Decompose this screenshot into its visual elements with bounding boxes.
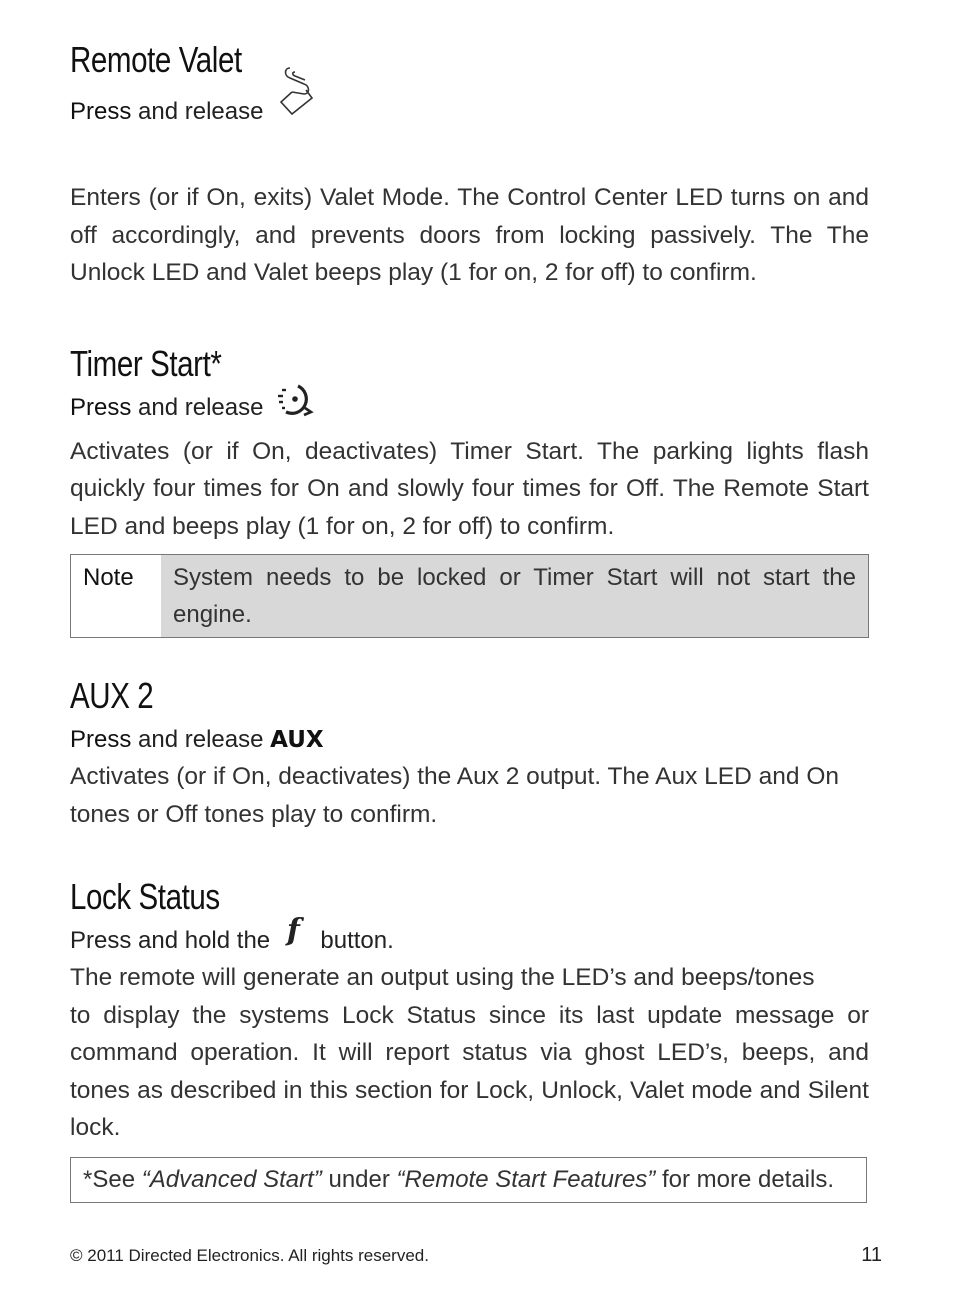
press-rest: and release — [131, 726, 271, 753]
note-box — [70, 554, 869, 638]
aux2-description: Activates (or if On, deactivates) the Aux 2 output. The Aux LED and On tones or Off tones play to confirm. — [70, 763, 839, 828]
aux2-section — [70, 674, 869, 833]
press-word: Press — [70, 393, 132, 421]
lock-status-title: Lock Status — [70, 876, 220, 917]
remote-valet-description: Enters (or if On, exits) Valet Mode. The Control Center LED turns on and off accordingly, and prevents doors from locking passively. The The Unlock LED and Valet beeps play (1 for on, 2 for off) to confirm. — [70, 184, 869, 286]
timer-start-description: Activates (or if On, deactivates) Timer Start. The parking lights flash quickly four times for On and slowly four times for Off. The Remote Start LED and beeps play (1 for on, 2 for off) to confirm. — [70, 437, 869, 540]
footnote-mid: under — [321, 1165, 397, 1193]
aux2-title: AUX 2 — [70, 675, 154, 716]
lock-status-description: to display the systems Lock Status since its last update message or command operation. It will report status via ghost LED’s, beeps, and tones as described in this section for Lock, Unlock, Valet mode and Silent lock. — [70, 1001, 869, 1141]
press-rest: and release — [131, 97, 264, 125]
note-text: System needs to be locked or Timer Start will not start the engine. — [161, 555, 868, 637]
note-label: Note — [71, 555, 161, 637]
remote-valet-section — [70, 38, 869, 292]
timer-start-section — [70, 342, 869, 639]
footnote-box — [70, 1157, 867, 1203]
valet-key-icon — [278, 64, 314, 125]
footnote-prefix: *See — [83, 1165, 142, 1193]
timer-start-instruction — [70, 386, 869, 431]
press-word: Press — [70, 726, 132, 753]
page-footer — [70, 1244, 882, 1267]
remote-valet-title: Remote Valet — [70, 39, 242, 80]
lock-status-instruction — [70, 913, 869, 957]
page-number: 11 — [861, 1244, 882, 1266]
copyright-notice: © 2011 Directed Electronics. All rights reserved. — [70, 1246, 429, 1265]
aux-button-label: AUX — [270, 727, 324, 753]
function-f-icon: f — [286, 913, 300, 948]
lock-status-section — [70, 875, 869, 1147]
footnote-suffix: for more details. — [655, 1165, 835, 1193]
timer-start-icon — [276, 382, 314, 427]
press-word: Press — [70, 97, 132, 125]
remote-valet-instruction — [70, 82, 869, 143]
press-rest: and release — [131, 393, 264, 421]
aux2-instruction — [70, 724, 869, 756]
manual-page — [70, 38, 869, 1203]
lock-status-description-line1: The remote will generate an output using the LED’s and beeps/tones — [70, 964, 815, 991]
footnote-ref-remote-start-features: “Remote Start Features” — [396, 1165, 656, 1193]
timer-start-title: Timer Start* — [70, 342, 222, 384]
press-after: button. — [320, 927, 394, 954]
footnote-ref-advanced-start: “Advanced Start” — [141, 1165, 322, 1193]
press-before: Press and hold the — [70, 927, 277, 954]
